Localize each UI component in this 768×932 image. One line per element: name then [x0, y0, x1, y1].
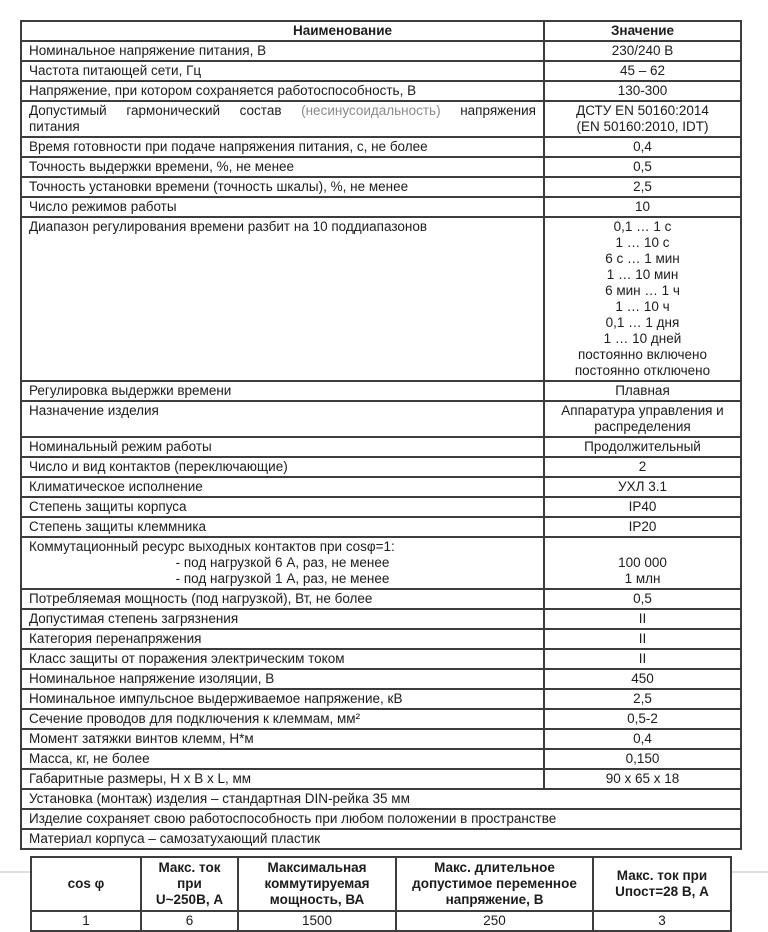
table-row: [21, 689, 741, 709]
spec-name-cell: Номинальное напряжение питания, В: [21, 41, 544, 61]
load-value-cell: 3: [593, 911, 731, 931]
spec-header-name: Наименование: [21, 21, 544, 41]
spec-value-cell: Аппаратура управления и распределения: [544, 401, 741, 437]
spec-name-cell: Частота питающей сети, Гц: [21, 61, 544, 81]
spec-value-cell: Плавная: [544, 381, 741, 401]
spec-name-text: Допустимый гармонический состав: [29, 103, 302, 118]
spec-value-cell: IP20: [544, 517, 741, 537]
load-header-cell: Максимальная коммутируемая мощность, ВА: [238, 857, 396, 911]
table-row: [21, 769, 741, 789]
spec-name-cell: Число режимов работы: [21, 197, 544, 217]
full-width-cell: Установка (монтаж) изделия – стандартная DIN-рейка 35 мм: [21, 789, 741, 809]
table-row: [21, 517, 741, 537]
spec-name-cell: Число и вид контактов (переключающие): [21, 457, 544, 477]
spec-name-cell: Климатическое исполнение: [21, 477, 544, 497]
spec-name-cell: Номинальное напряжение изоляции, В: [21, 669, 544, 689]
spec-name-cell: Назначение изделия: [21, 401, 544, 437]
spec-name-cell: Допустимая степень загрязнения: [21, 609, 544, 629]
spec-value-cell: 0,5: [544, 157, 741, 177]
table-row: [21, 497, 741, 517]
load-header-cell: cos φ: [31, 857, 141, 911]
table-row: [21, 629, 741, 649]
spec-value-cell: 450: [544, 669, 741, 689]
spec-value-cell: 45 – 62: [544, 61, 741, 81]
load-table: [30, 856, 732, 932]
spec-name-cell: Потребляемая мощность (под нагрузкой), Вт, не более: [21, 589, 544, 609]
spec-value-cell: IP40: [544, 497, 741, 517]
table-row: [21, 61, 741, 81]
spec-value-cell: II: [544, 649, 741, 669]
table-row: [21, 101, 741, 137]
table-row: [21, 401, 741, 437]
table-row: [21, 609, 741, 629]
table-row: [21, 81, 741, 101]
spec-value-cell: 10: [544, 197, 741, 217]
spec-value-cell: ДСТУ EN 50160:2014 (EN 50160:2010, IDT): [544, 101, 741, 137]
load-value-cell: 1: [31, 911, 141, 931]
spec-value-cell: 0,5: [544, 589, 741, 609]
spec-name-cell: Масса, кг, не более: [21, 749, 544, 769]
spec-name-cell: Время готовности при подаче напряжения питания, с, не более: [21, 137, 544, 157]
table-row: [21, 537, 741, 589]
spec-value-cell: 0,4: [544, 729, 741, 749]
spec-value-cell: 90 x 65 x 18: [544, 769, 741, 789]
spec-name-cell: Номинальное импульсное выдерживаемое напряжение, кВ: [21, 689, 544, 709]
spec-name-cell: Точность установки времени (точность шкалы), %, не менее: [21, 177, 544, 197]
spec-value-cell: 2: [544, 457, 741, 477]
spec-value-cell: 0,1 … 1 с 1 … 10 с 6 с … 1 мин 1 … 10 мин 6 мин … 1 ч 1 … 10 ч 0,1 … 1 дня 1 … 10 дней постоянно включено постоянно отключено: [544, 217, 741, 381]
spec-name-cell: Номинальный режим работы: [21, 437, 544, 457]
load-header-cell: Макс. ток при Uпост=28 В, А: [593, 857, 731, 911]
spec-name-cell: Точность выдержки времени, %, не менее: [21, 157, 544, 177]
table-row: [21, 41, 741, 61]
spec-header-value: Значение: [544, 21, 741, 41]
spec-table: [20, 20, 742, 850]
spec-name-cell: Сечение проводов для подключения к клеммам, мм²: [21, 709, 544, 729]
spec-name-text: питания: [29, 119, 80, 134]
load-value-cell: 1500: [238, 911, 396, 931]
table-row: [21, 177, 741, 197]
spec-name-cell: Диапазон регулирования времени разбит на 10 поддиапазонов: [21, 217, 544, 381]
load-header-cell: Макс. ток при U~250В, А: [141, 857, 238, 911]
spec-name-cell: [21, 101, 544, 137]
table-row: [21, 749, 741, 769]
load-value-cell: 6: [141, 911, 238, 931]
spec-value-cell: II: [544, 629, 741, 649]
load-value-cell: 250: [396, 911, 593, 931]
table-row: [21, 381, 741, 401]
spec-value-cell: 2,5: [544, 689, 741, 709]
spec-value-cell: Продолжительный: [544, 437, 741, 457]
table-row: [21, 589, 741, 609]
table-row: [21, 809, 741, 829]
load-header-cell: Макс. длительное допустимое переменное напряжение, В: [396, 857, 593, 911]
spec-name-cell: Степень защиты корпуса: [21, 497, 544, 517]
spec-value-cell: 2,5: [544, 177, 741, 197]
table-row: [21, 669, 741, 689]
spec-name-cell: Категория перенапряжения: [21, 629, 544, 649]
full-width-cell: Изделие сохраняет свою работоспособность при любом положении в пространстве: [21, 809, 741, 829]
table-row: [21, 477, 741, 497]
table-row: [21, 789, 741, 809]
spec-name-text: напряжения: [440, 103, 536, 118]
spec-value-cell: УХЛ 3.1: [544, 477, 741, 497]
table-row: [21, 157, 741, 177]
spec-name-cell: Степень защиты клеммника: [21, 517, 544, 537]
spec-name-text: - под нагрузкой 1 А, раз, не менее: [175, 571, 390, 586]
spec-name-text: Коммутационный ресурс выходных контактов при cosφ=1:: [29, 539, 395, 554]
spec-header-row: [21, 21, 741, 41]
spec-name-cell: Напряжение, при котором сохраняется работоспособность, В: [21, 81, 544, 101]
table-row: [21, 649, 741, 669]
spec-name-cell: Класс защиты от поражения электрическим током: [21, 649, 544, 669]
spec-value-cell: II: [544, 609, 741, 629]
load-value-row: [31, 911, 731, 931]
spec-value-cell: 130-300: [544, 81, 741, 101]
full-width-cell: Материал корпуса – самозатухающий пластик: [21, 829, 741, 849]
spec-value-cell: 100 000 1 млн: [544, 537, 741, 589]
table-row: [21, 829, 741, 849]
table-row: [21, 217, 741, 381]
table-row: [21, 437, 741, 457]
spec-name-cell: Регулировка выдержки времени: [21, 381, 544, 401]
load-header-row: [31, 857, 731, 911]
spec-name-text: - под нагрузкой 6 А, раз, не менее: [175, 555, 390, 570]
spec-name-cell: Габаритные размеры, H x B x L, мм: [21, 769, 544, 789]
table-row: [21, 709, 741, 729]
table-row: [21, 197, 741, 217]
spec-value-cell: 0,4: [544, 137, 741, 157]
spec-name-cell: [21, 537, 544, 589]
table-row: [21, 457, 741, 477]
table-row: [21, 137, 741, 157]
table-row: [21, 729, 741, 749]
spec-table-body: [21, 41, 741, 849]
muted-text: (несинусоидальность): [301, 103, 441, 118]
spec-name-cell: Момент затяжки винтов клемм, Н*м: [21, 729, 544, 749]
spec-value-cell: 0,5-2: [544, 709, 741, 729]
spec-value-cell: 230/240 В: [544, 41, 741, 61]
spec-value-cell: 0,150: [544, 749, 741, 769]
